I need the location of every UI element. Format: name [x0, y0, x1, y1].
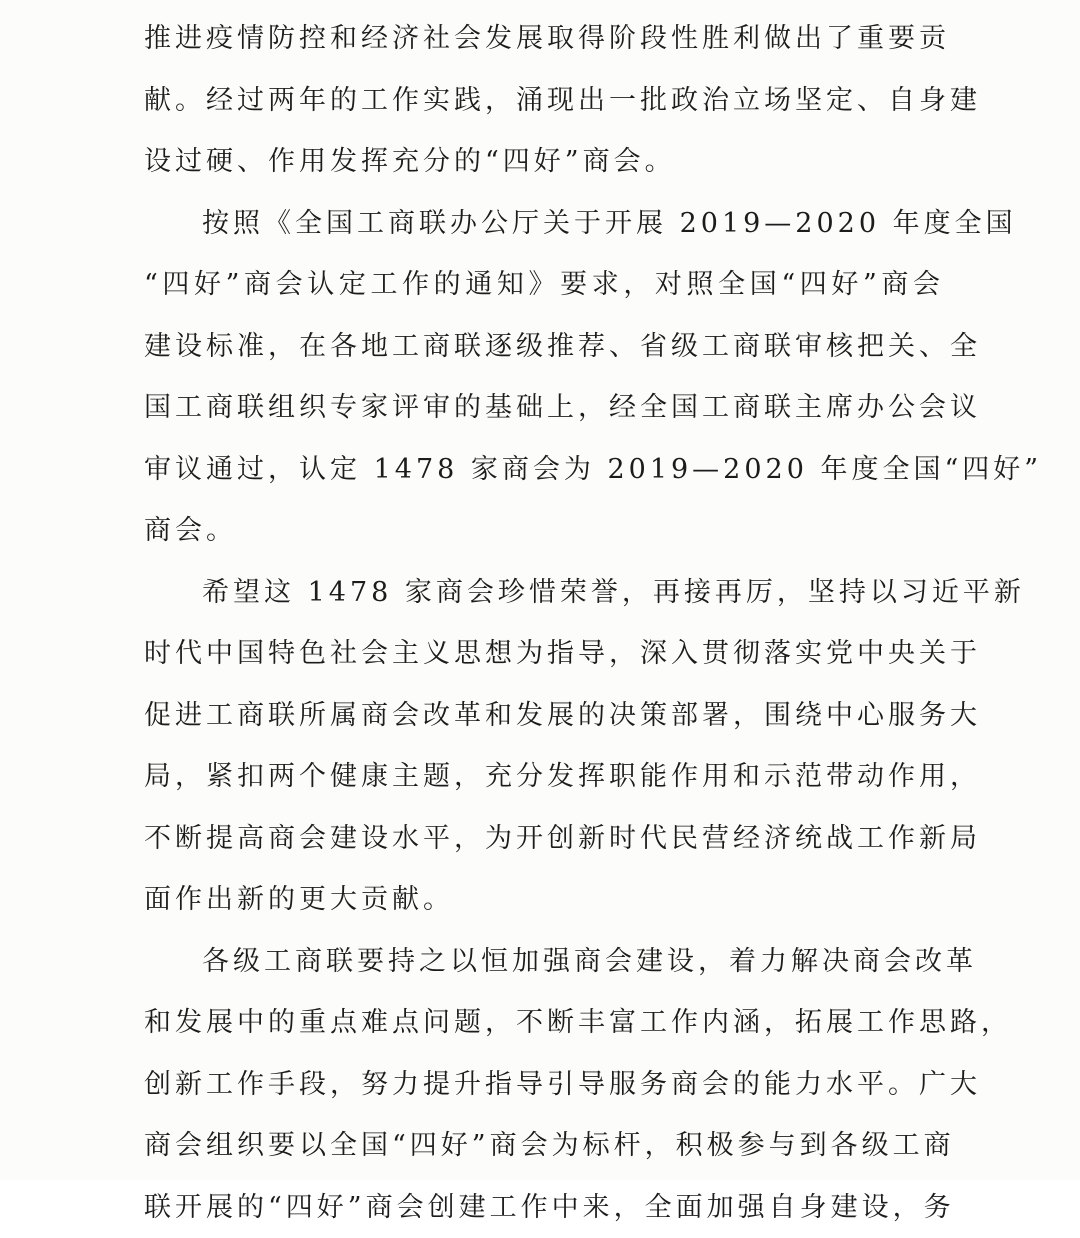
text-line: 商会。 — [144, 500, 944, 562]
text-line: 创新工作手段，努力提升指导引导服务商会的能力水平。广大 — [144, 1054, 944, 1116]
text-line: 商会组织要以全国“四好”商会为标杆，积极参与到各级工商 — [144, 1115, 944, 1177]
text-line: 各级工商联要持之以恒加强商会建设，着力解决商会改革 — [144, 931, 944, 993]
text-line: 审议通过，认定 1478 家商会为 2019—2020 年度全国“四好” — [144, 439, 944, 501]
text-line: 促进工商联所属商会改革和发展的决策部署，围绕中心服务大 — [144, 685, 944, 747]
text-line: 献。经过两年的工作实践，涌现出一批政治立场坚定、自身建 — [144, 70, 944, 132]
text-line: 和发展中的重点难点问题，不断丰富工作内涵，拓展工作思路， — [144, 992, 944, 1054]
text-line: 按照《全国工商联办公厅关于开展 2019—2020 年度全国 — [144, 193, 944, 255]
document-body — [144, 8, 944, 1238]
text-line: 联开展的“四好”商会创建工作中来，全面加强自身建设，务 — [144, 1177, 944, 1238]
text-line: 时代中国特色社会主义思想为指导，深入贯彻落实党中央关于 — [144, 623, 944, 685]
text-line: 面作出新的更大贡献。 — [144, 869, 944, 931]
text-line: 推进疫情防控和经济社会发展取得阶段性胜利做出了重要贡 — [144, 8, 944, 70]
text-line: 设过硬、作用发挥充分的“四好”商会。 — [144, 131, 944, 193]
text-line: 国工商联组织专家评审的基础上，经全国工商联主席办公会议 — [144, 377, 944, 439]
text-line: “四好”商会认定工作的通知》要求，对照全国“四好”商会 — [144, 254, 944, 316]
text-line: 不断提高商会建设水平，为开创新时代民营经济统战工作新局 — [144, 808, 944, 870]
text-line: 希望这 1478 家商会珍惜荣誉，再接再厉，坚持以习近平新 — [144, 562, 944, 624]
text-line: 建设标准，在各地工商联逐级推荐、省级工商联审核把关、全 — [144, 316, 944, 378]
text-line: 局，紧扣两个健康主题，充分发挥职能作用和示范带动作用， — [144, 746, 944, 808]
